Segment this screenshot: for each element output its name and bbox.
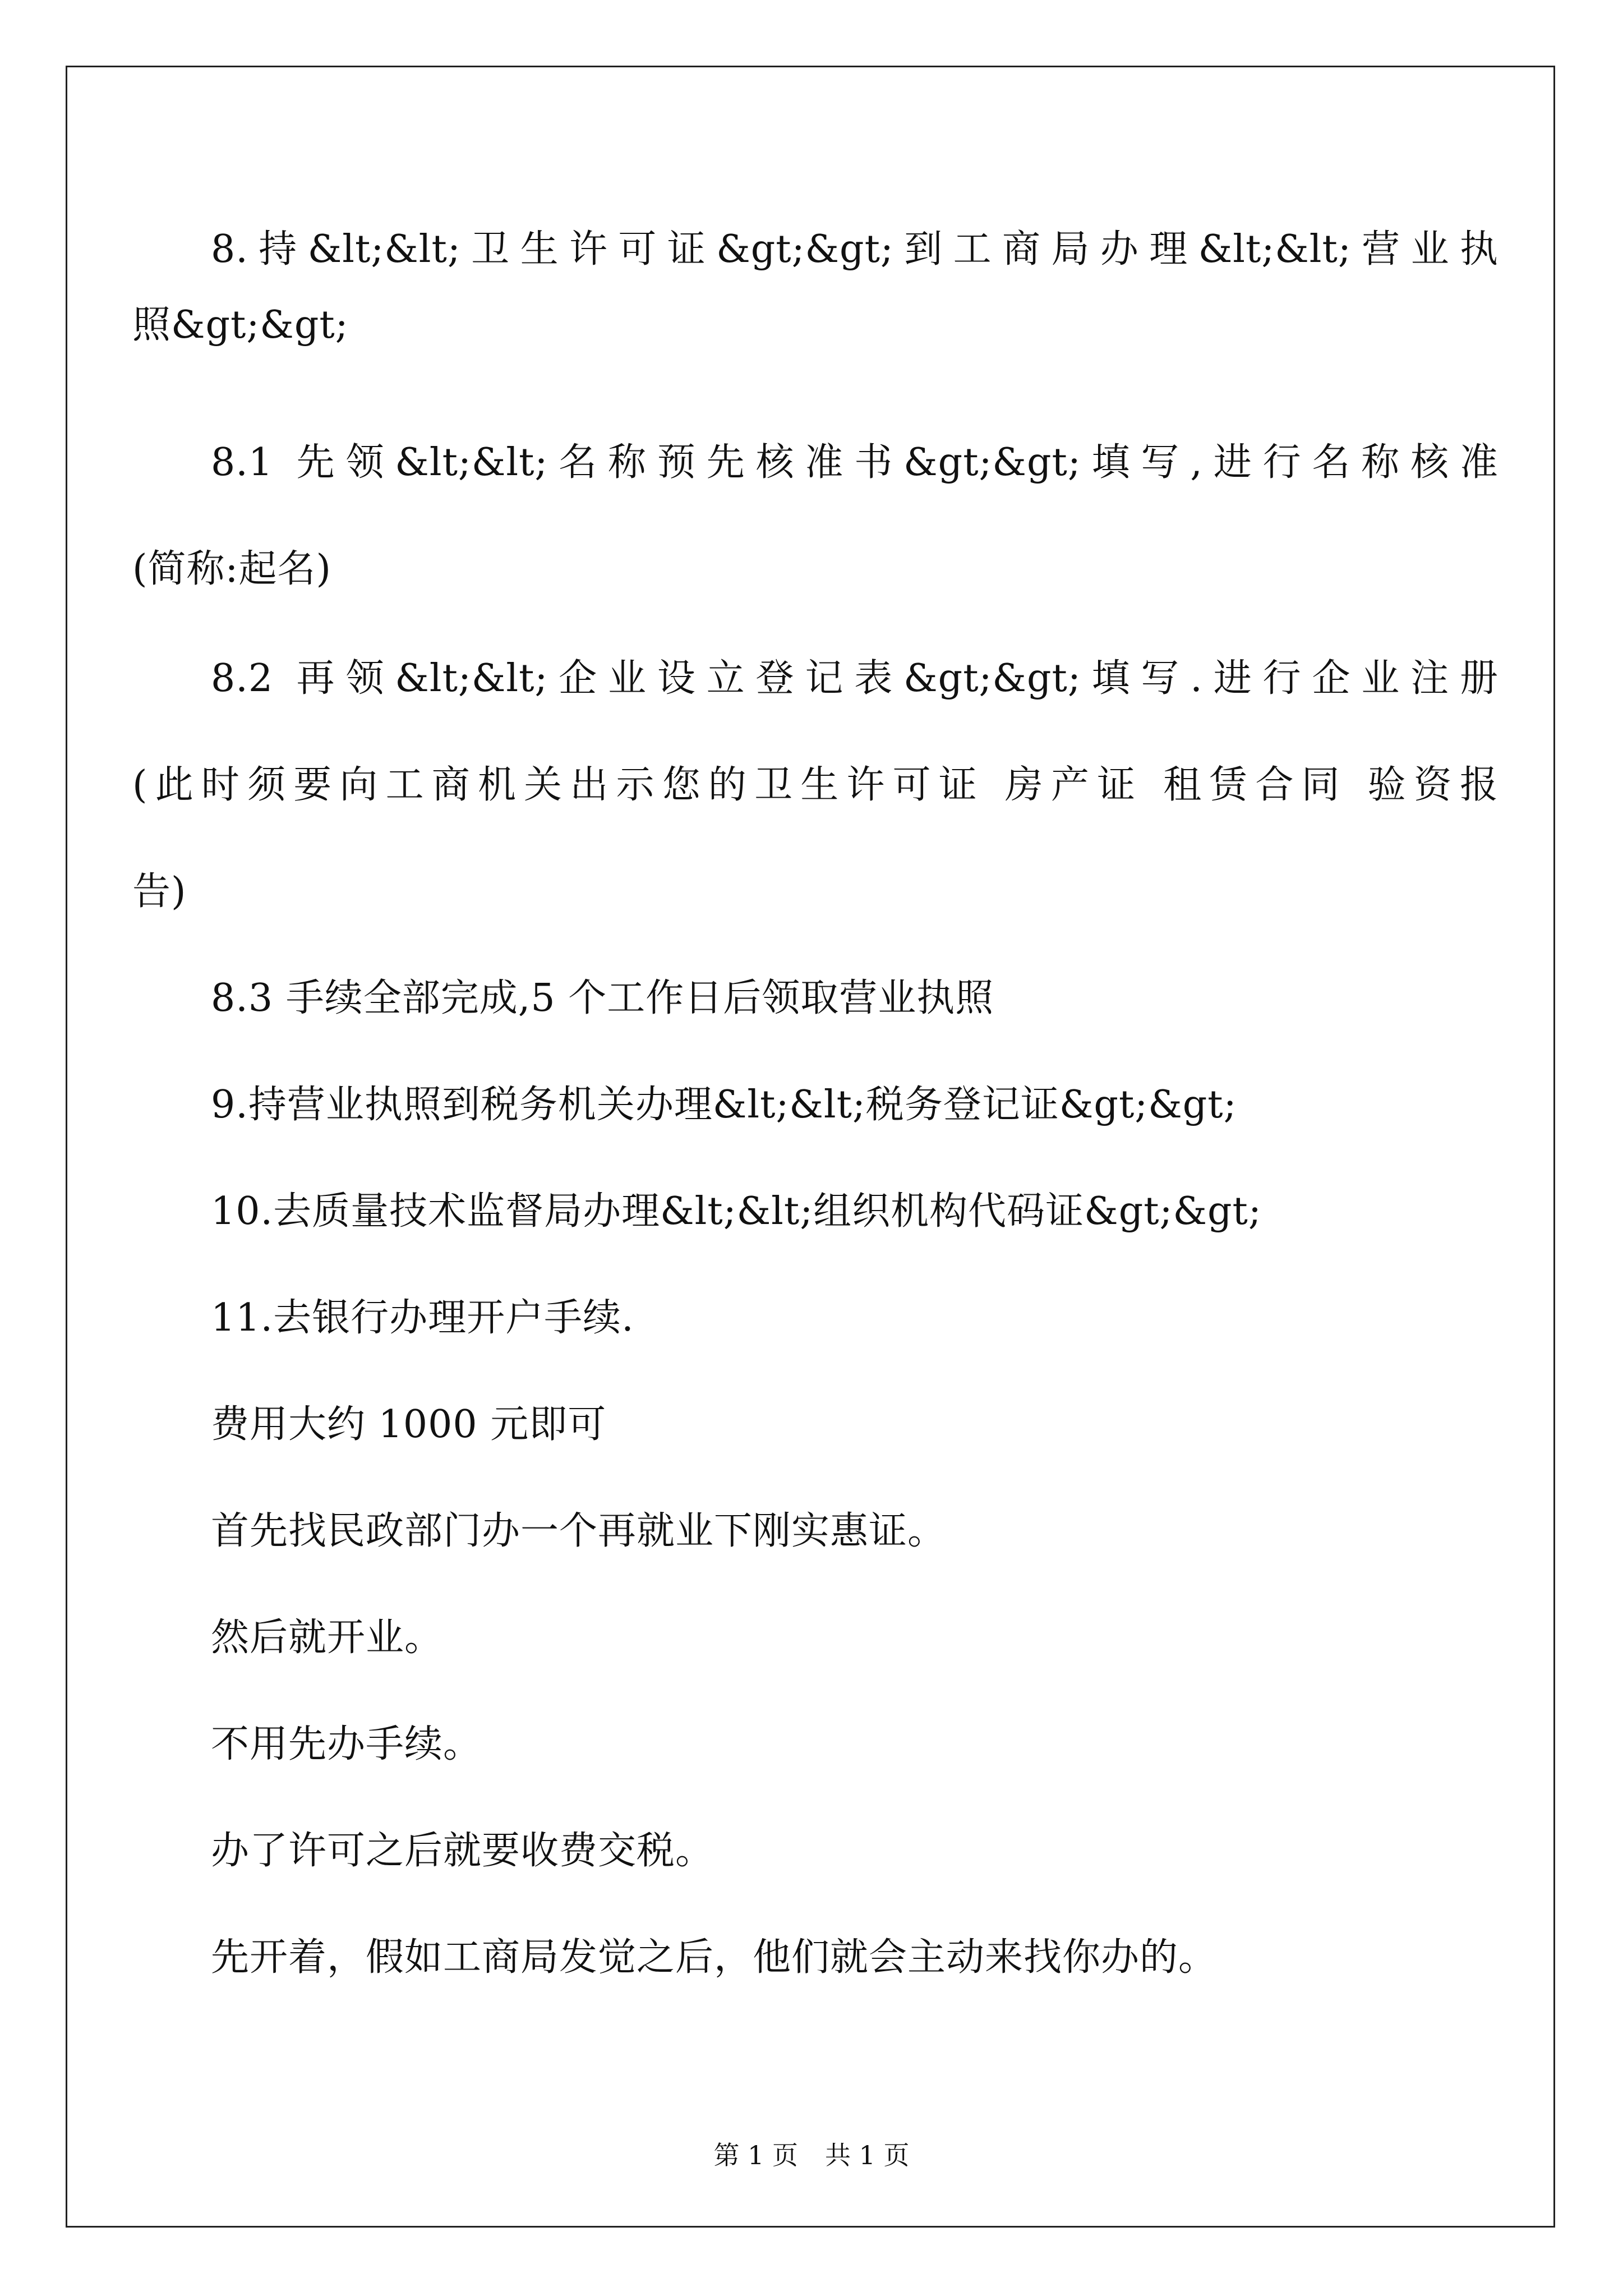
- paragraph-line: 8.持&lt;&lt;卫生许可证&gt;&gt;到工商局办理&lt;&lt;营业执: [211, 227, 1498, 272]
- paragraph-line: 费用大约 1000 元即可: [211, 1402, 607, 1447]
- paragraph-line: 告): [132, 869, 187, 914]
- paragraph-line: 9.持营业执照到税务机关办理&lt;&lt;税务登记证&gt;&gt;: [211, 1083, 1237, 1127]
- paragraph-line: (简称:起名): [132, 547, 331, 591]
- paragraph-line: 先开着，假如工商局发觉之后，他们就会主动来找你办的。: [211, 1935, 1218, 1980]
- paragraph-line: 照&gt;&gt;: [132, 303, 349, 347]
- paragraph-line: 11.去银行办理开户手续.: [211, 1296, 634, 1340]
- page-number-current: 第 1 页: [713, 2140, 798, 2170]
- paragraph-line: 8.3 手续全部完成,5 个工作日后领取营业执照: [211, 976, 994, 1020]
- page-number-total: 共 1 页: [825, 2140, 910, 2170]
- paragraph-line: 不用先办手续。: [211, 1722, 482, 1766]
- page-footer: [0, 2138, 1623, 2172]
- paragraph-line: (此时须要向工商机关出示您的卫生许可证 房产证 租赁合同 验资报: [132, 763, 1498, 807]
- paragraph-line: 10.去质量技术监督局办理&lt;&lt;组织机构代码证&gt;&gt;: [211, 1189, 1262, 1234]
- page-border: [66, 66, 1555, 2228]
- paragraph-line: 首先找民政部门办一个再就业下刚实惠证。: [211, 1509, 947, 1553]
- paragraph-line: 办了许可之后就要收费交税。: [211, 1829, 714, 1873]
- paragraph-line: 8.1 先领&lt;&lt;名称预先核准书&gt;&gt;填写,进行名称核准: [211, 440, 1498, 485]
- paragraph-line: 8.2 再领&lt;&lt;企业设立登记表&gt;&gt;填写.进行企业注册: [211, 656, 1498, 701]
- paragraph-line: 然后就开业。: [211, 1616, 444, 1660]
